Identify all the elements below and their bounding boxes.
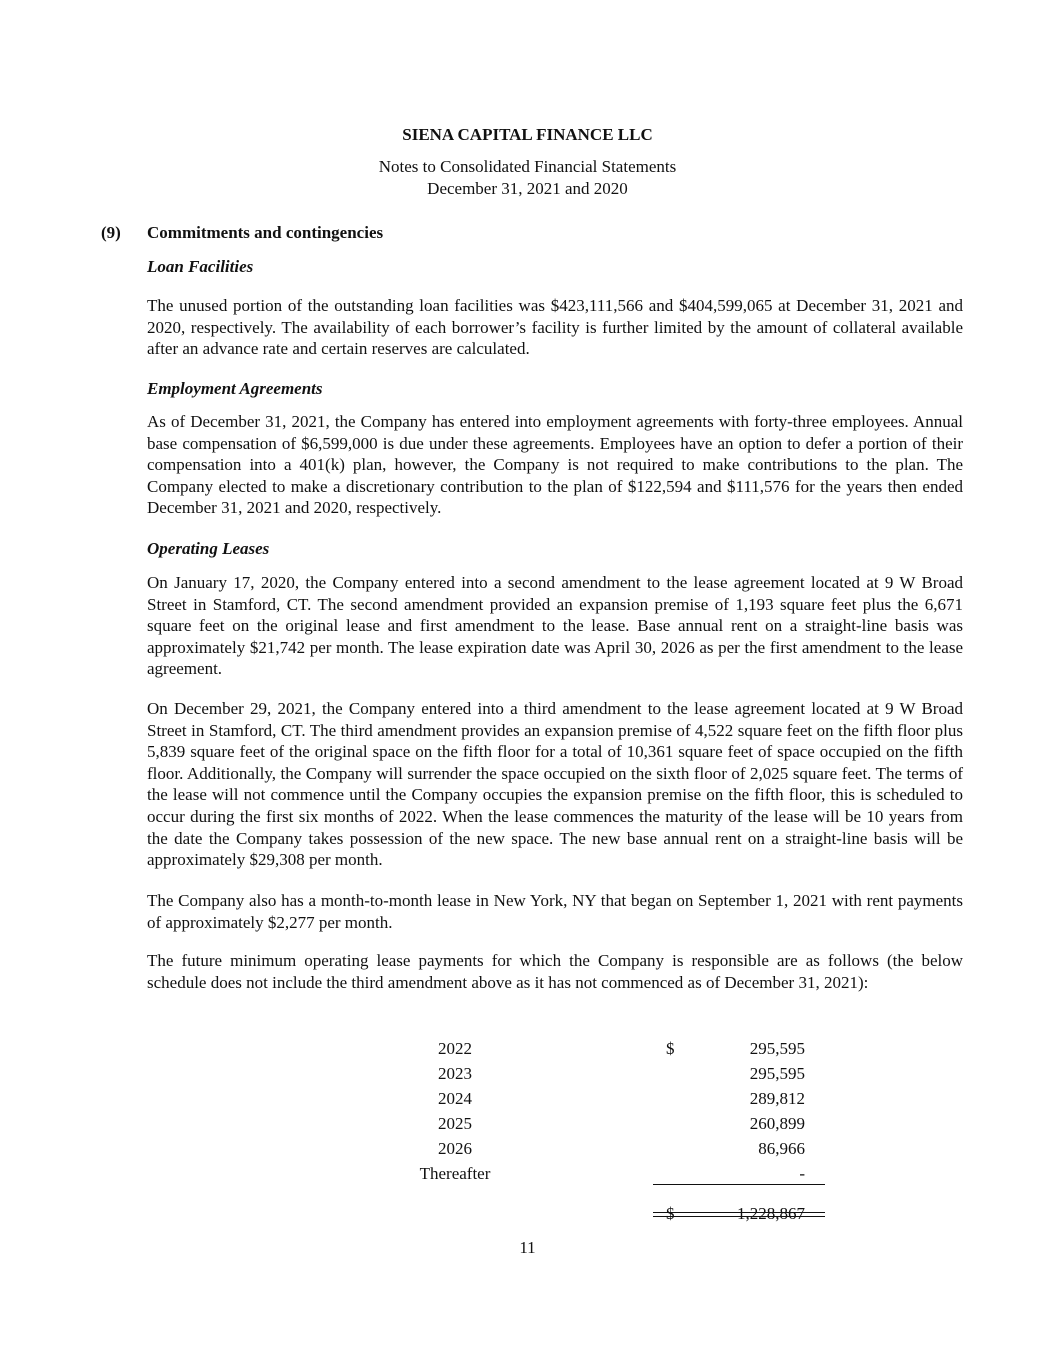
employment-block <box>147 411 963 519</box>
operating-leases-paragraph-4: The future minimum operating lease payments for which the Company is responsible are as follows (the below schedule does not include the third amendment above as it has not commenced as of December 31, 2021): <box>147 951 963 992</box>
company-name: SIENA CAPITAL FINANCE LLC <box>402 125 653 144</box>
total-currency-symbol: $ <box>666 1204 675 1223</box>
subtotal-rule <box>653 1184 825 1185</box>
employment-paragraph: As of December 31, 2021, the Company has entered into employment agreements with forty-three employees. Annual base compensation of $6,599,000 is due under these agreements. Employees have an option to defer a portion of their compensation into a 401(k) plan, however, the Company is not required to make contributions to the plan. The Company elected to make a discretionary contribution to the plan of $122,594 and $111,576 for the years then ended December 31, 2021 and 2020, respectively. <box>147 412 963 518</box>
operating-leases-paragraph-2: On December 29, 2021, the Company entered into a third amendment to the lease agreement located at 9 W Broad Street in Stamford, CT. The third amendment provides an expansion premise of 4,522 square feet on the fifth floor plus 5,839 square feet of the original space on the fifth floor for a total of 10,361 square feet of space occupied on the fifth floor. Additionally, the Company will surrender the space occupied on the sixth floor of 2,025 square feet. The terms of the lease will not commence until the Company occupies the expansion premise on the fifth floor, this is scheduled to occur during the first six months of 2022. When the lease commences the maturity of the lease will be 10 years from the date the Company takes possession of the new space. The new base annual rent on a straight-line basis will be approximately $29,308 per month. <box>147 699 963 870</box>
operating-leases-para2-block <box>147 698 963 871</box>
operating-leases-para3-block <box>147 890 963 933</box>
schedule-amount: 295,595 <box>749 1064 805 1083</box>
schedule-year: 2024 <box>438 1089 472 1108</box>
employment-heading-block <box>147 378 963 400</box>
schedule-amount: 260,899 <box>749 1114 805 1133</box>
schedule-amount: 86,966 <box>758 1139 805 1158</box>
schedule-year: 2022 <box>438 1039 472 1058</box>
schedule-year: 2023 <box>438 1064 472 1083</box>
operating-leases-para4-block <box>147 950 963 993</box>
loan-facilities-paragraph: The unused portion of the outstanding loan facilities was $423,111,566 and $404,599,065 at December 31, 2021 and 2020, respectively. The availability of each borrower’s facility is further limited by the amount of collateral available after an advance rate and certain reserves are calculated. <box>147 296 963 359</box>
schedule-amount: 295,595 <box>749 1039 805 1058</box>
operating-leases-heading: Operating Leases <box>147 539 270 558</box>
table-row <box>395 1136 835 1161</box>
loan-facilities-heading: Loan Facilities <box>147 257 254 276</box>
page-number: 11 <box>519 1238 536 1257</box>
section-title: Commitments and contingencies <box>147 223 384 242</box>
loan-facilities-heading-block <box>147 256 963 278</box>
currency-symbol: $ <box>666 1039 675 1058</box>
schedule-year: 2026 <box>438 1139 472 1158</box>
table-row <box>395 1036 835 1061</box>
document-header <box>0 124 1055 200</box>
schedule-total-amount: 1,228,867 <box>737 1204 805 1223</box>
section-number: (9) <box>101 223 121 242</box>
schedule-year: 2025 <box>438 1114 472 1133</box>
schedule-amount: - <box>799 1164 805 1183</box>
schedule-amount: 289,812 <box>749 1089 805 1108</box>
table-row <box>395 1111 835 1136</box>
operating-leases-para1-block <box>147 572 963 680</box>
table-row <box>395 1086 835 1111</box>
total-double-rule <box>653 1212 825 1217</box>
operating-leases-paragraph-3: The Company also has a month-to-month lease in New York, NY that began on September 1, 2021 with rent payments of approximately $2,277 per month. <box>147 891 963 932</box>
employment-heading: Employment Agreements <box>147 379 323 398</box>
section-heading <box>101 222 383 244</box>
document-dates: December 31, 2021 and 2020 <box>427 179 628 198</box>
schedule-year: Thereafter <box>419 1164 491 1183</box>
table-row <box>395 1061 835 1086</box>
operating-leases-heading-block <box>147 538 963 560</box>
operating-leases-paragraph-1: On January 17, 2020, the Company entered into a second amendment to the lease agreement located at 9 W Broad Street in Stamford, CT. The second amendment provided an expansion premise of 1,193 square feet plus the 6,671 square feet on the original lease and first amendment to the lease. Base annual rent on a straight-line basis was approximately $21,742 per month. The lease expiration date was April 30, 2026 as per the first amendment to the lease agreement. <box>147 573 963 679</box>
table-row <box>395 1161 835 1186</box>
loan-facilities-block <box>147 295 963 360</box>
document-subtitle: Notes to Consolidated Financial Statements <box>378 157 677 176</box>
lease-payment-schedule <box>395 1036 835 1226</box>
